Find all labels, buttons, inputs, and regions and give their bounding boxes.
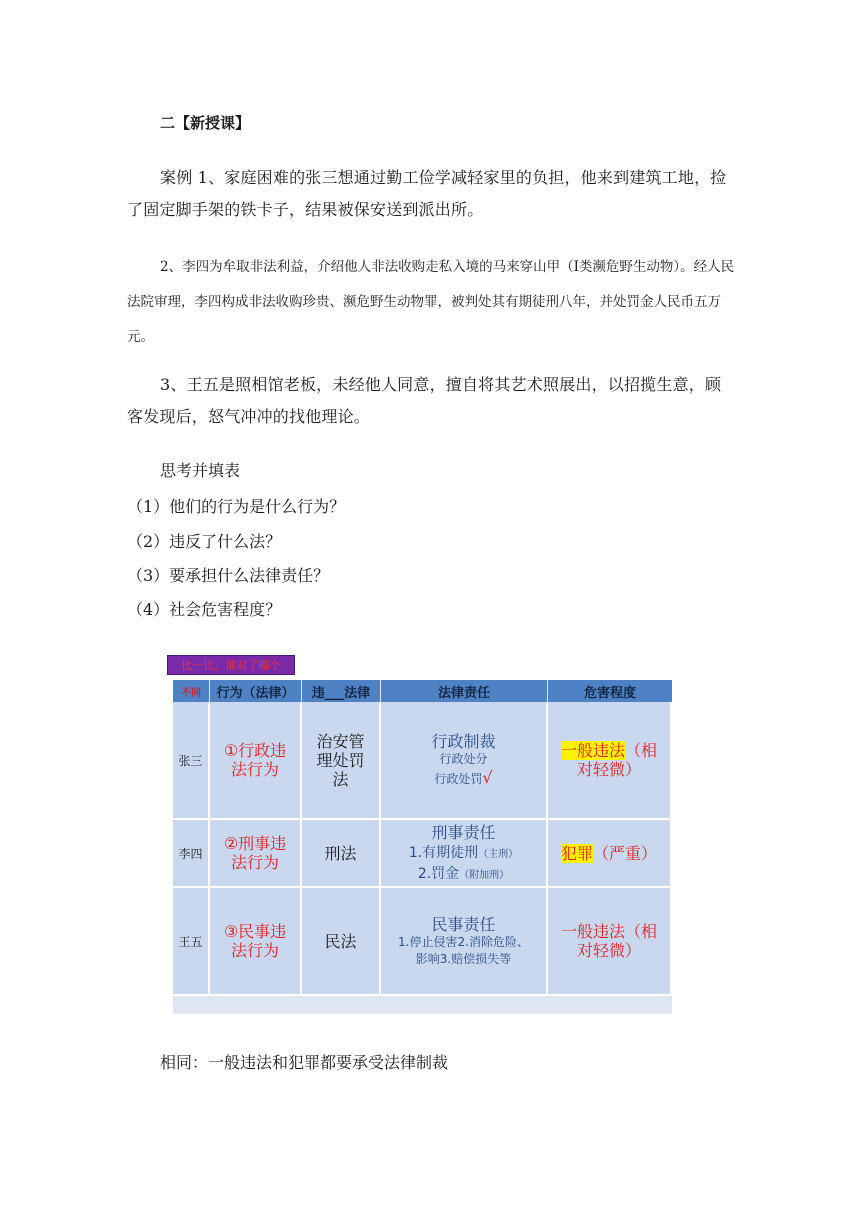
question-3: （3）要承担什么法律责任？ bbox=[127, 566, 330, 585]
question-4: （4）社会危害程度？ bbox=[127, 600, 282, 619]
row-harm-zhangsan: 一般违法（相 对轻微） bbox=[548, 702, 672, 820]
section-title: 二【新授课】 bbox=[160, 114, 251, 132]
row-law-lisi: 刑法 bbox=[302, 820, 381, 888]
row-name-zhangsan: 张三 bbox=[173, 702, 210, 820]
comparison-table-image bbox=[162, 652, 672, 1014]
row-responsibility-wangwu: 民事责任 1.停止侵害2.消除危险、 影响3.赔偿损失等 bbox=[381, 888, 548, 996]
row-name-wangwu: 王五 bbox=[173, 888, 210, 996]
header-behavior: 行为（法律） bbox=[210, 680, 301, 702]
table-tag: 比一比，谁对了哪个 bbox=[167, 655, 295, 675]
case-2-paragraph: 2、李四为牟取非法利益，介绍他人非法收购走私入境的马来穿山甲（Ⅰ类濒危野生动物）。经人民法院审理，李四构成非法收购珍贵、濒危野生动物罪，被判处其有期徒刑八年，并处罚金人民币五万元。 bbox=[127, 259, 735, 345]
header-responsibility: 法律责任 bbox=[381, 680, 547, 702]
row-law-wangwu: 民法 bbox=[302, 888, 381, 996]
case-1-paragraph: 案例 1、家庭困难的张三想通过勤工俭学减轻家里的负担，他来到建筑工地，捡了固定脚手架的铁卡子，结果被保安送到派出所。 bbox=[127, 168, 727, 219]
row-harm-lisi: 犯罪（严重） bbox=[548, 820, 672, 888]
header-harm: 危害程度 bbox=[548, 680, 672, 702]
row-law-zhangsan: 治安管 理处罚 法 bbox=[302, 702, 381, 820]
question-2: （2）违反了什么法？ bbox=[127, 532, 282, 551]
row-responsibility-zhangsan: 行政制裁 行政处分 行政处罚√ bbox=[381, 702, 548, 820]
comparison-table bbox=[173, 680, 672, 1014]
row-responsibility-lisi: 刑事责任 1.有期徒刑（主刑） 2.罚金（附加刑） bbox=[381, 820, 548, 888]
row-behavior-wangwu: ③民事违 法行为 bbox=[210, 888, 302, 996]
check-mark: √ bbox=[482, 768, 493, 787]
same-line: 相同：一般违法和犯罪都要承受法律制裁 bbox=[160, 1053, 449, 1072]
row-behavior-lisi: ②刑事违 法行为 bbox=[210, 820, 302, 888]
question-1: （1）他们的行为是什么行为？ bbox=[127, 497, 346, 516]
row-harm-wangwu: 一般违法（相 对轻微） bbox=[548, 888, 672, 996]
header-diff: 不同 bbox=[173, 680, 209, 702]
row-behavior-zhangsan: ①行政违 法行为 bbox=[210, 702, 302, 820]
case-3-paragraph: 3、王五是照相馆老板，未经他人同意，擅自将其艺术照展出，以招揽生意，顾客发现后，怒气冲冲的找他理论。 bbox=[127, 375, 722, 426]
header-law: 违___法律 bbox=[302, 680, 380, 702]
row-name-lisi: 李四 bbox=[173, 820, 210, 888]
think-title: 思考并填表 bbox=[160, 461, 241, 480]
